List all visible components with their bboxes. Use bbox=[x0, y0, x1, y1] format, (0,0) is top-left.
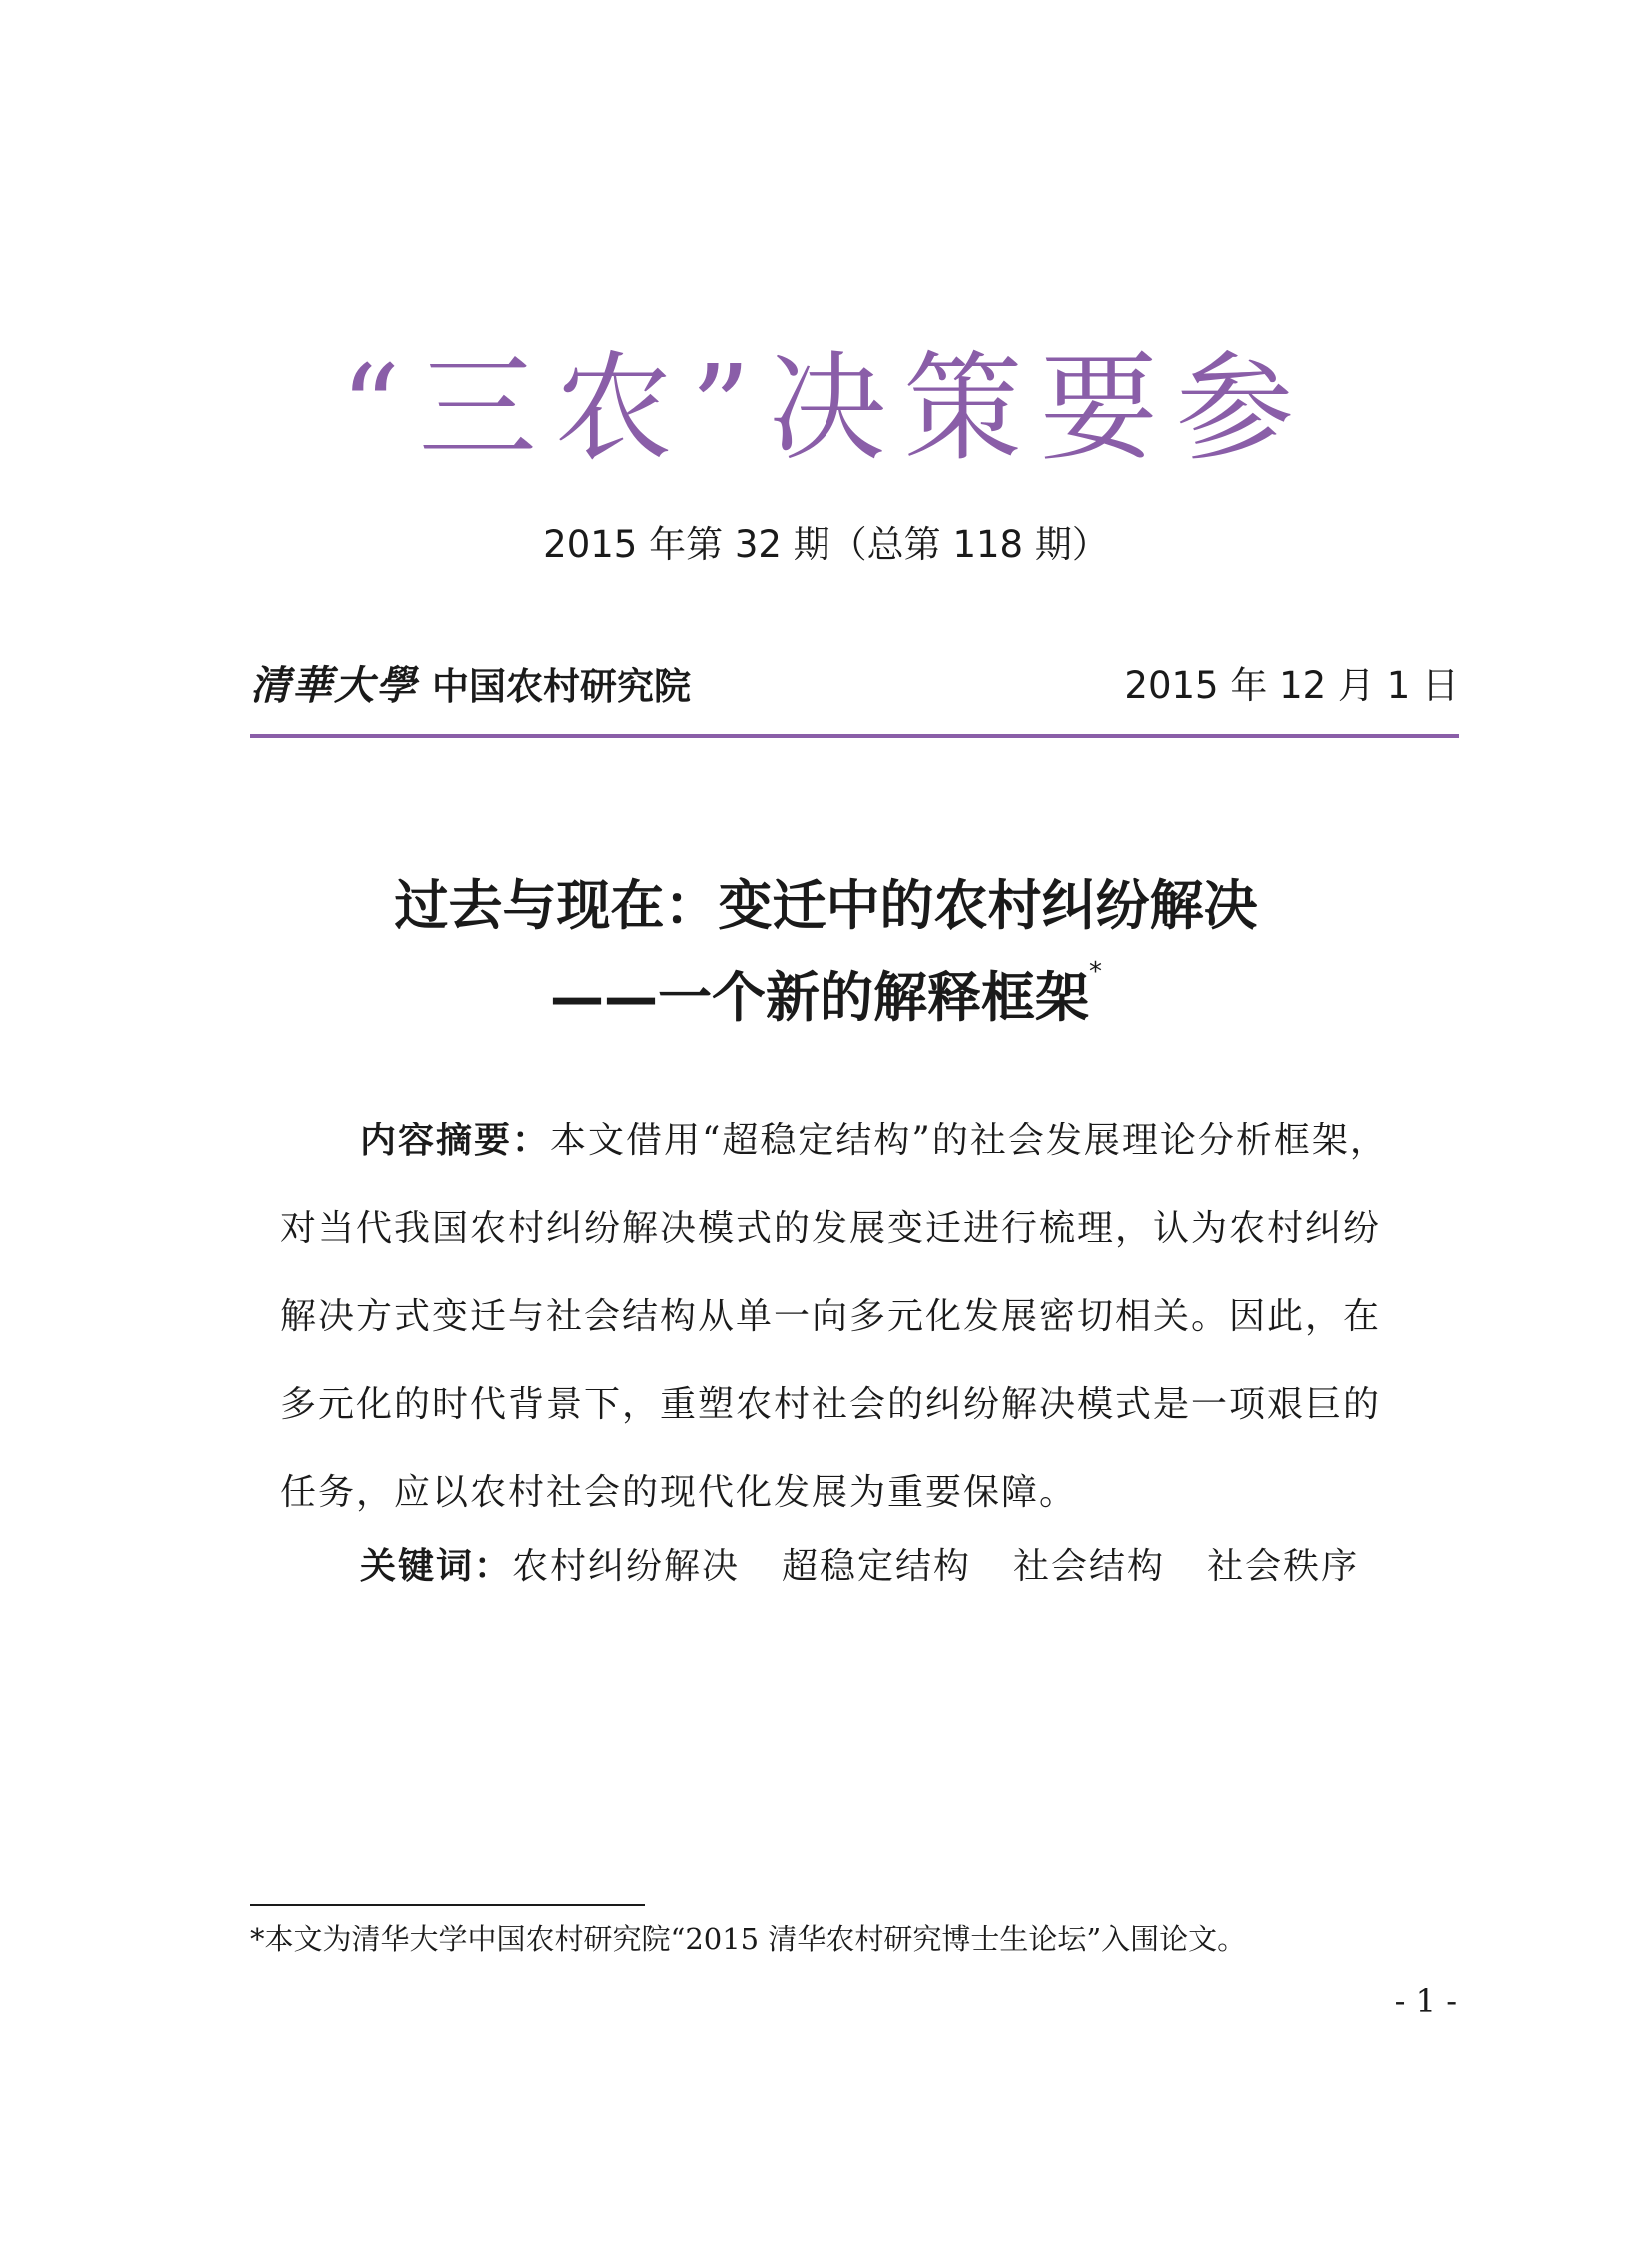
title-line-1: 过去与现在：变迁中的农村纠纷解决 bbox=[394, 874, 1258, 937]
masthead-title: “三农”决策要参 bbox=[340, 339, 1312, 477]
abstract-text: 本文借用“超稳定结构”的社会发展理论分析框架， bbox=[550, 1121, 1388, 1161]
title-footnote-mark: * bbox=[1089, 957, 1102, 987]
abstract-text: 多元化的时代背景下，重塑农村社会的纠纷解决模式是一项艰巨的 bbox=[280, 1384, 1382, 1425]
issue-number: 2015 年第 32 期（总第 118 期） bbox=[543, 523, 1109, 566]
abstract-label: 内容摘要： bbox=[360, 1121, 551, 1161]
title-line-2-text: ——一个新的解释框架 bbox=[550, 966, 1089, 1029]
abstract-line bbox=[280, 1273, 1427, 1361]
issue-date: 2015 年 12 月 1 日 bbox=[1124, 664, 1459, 707]
footnote: *本文为清华大学中国农村研究院“2015 清华农村研究博士生论坛”入围论文。 bbox=[250, 1922, 1247, 1956]
keywords-label: 关键词： bbox=[360, 1546, 513, 1587]
university-logo: 清華大學 bbox=[250, 662, 418, 709]
page-number: - 1 - bbox=[1394, 1982, 1457, 2020]
institute-name: 中国农村研究院 bbox=[432, 665, 691, 708]
title-line-2 bbox=[0, 952, 1652, 1044]
article-title bbox=[0, 860, 1652, 1044]
abstract-line bbox=[280, 1098, 1427, 1185]
keywords bbox=[360, 1537, 1359, 1597]
abstract-line bbox=[280, 1185, 1427, 1273]
org-header bbox=[250, 656, 1459, 716]
keyword-item: 超稳定结构 bbox=[782, 1546, 972, 1587]
keyword-item: 社会秩序 bbox=[1207, 1546, 1360, 1587]
abstract bbox=[280, 1098, 1427, 1537]
keyword-item: 社会结构 bbox=[1013, 1546, 1166, 1587]
abstract-line bbox=[280, 1361, 1427, 1449]
abstract-text: 任务，应以农村社会的现代化发展为重要保障。 bbox=[280, 1472, 1078, 1513]
abstract-line bbox=[280, 1449, 1427, 1537]
footnote-divider bbox=[250, 1904, 645, 1906]
org-block bbox=[250, 656, 691, 724]
keyword-item: 农村纠纷解决 bbox=[512, 1546, 741, 1587]
abstract-text: 解决方式变迁与社会结构从单一向多元化发展密切相关。因此，在 bbox=[280, 1296, 1382, 1337]
abstract-text: 对当代我国农村纠纷解决模式的发展变迁进行梳理，认为农村纠纷 bbox=[280, 1208, 1382, 1249]
header-divider bbox=[250, 734, 1459, 738]
